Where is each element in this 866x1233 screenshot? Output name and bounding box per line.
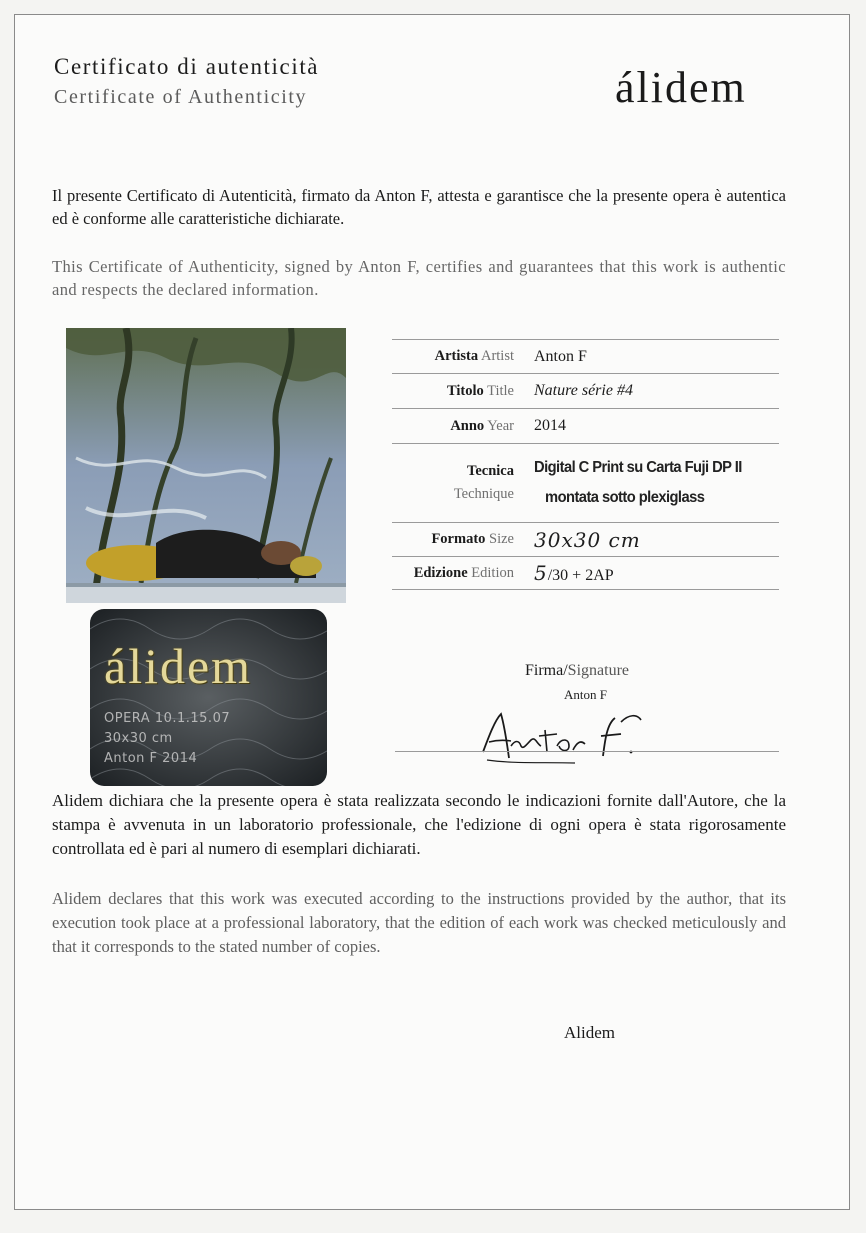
seal-artist: Anton F 2014 [104,751,198,766]
row-edition [392,556,779,590]
declaration-italian: Alidem dichiara che la presente opera è stata realizzata secondo le indicazioni fornite dall'Autore, che la stampa è avvenuta in un laboratorio professionale, che l'edizione di ogni opera è stata rigorosamente controllata ed è pari al numero di esemplari dichiarati. [52,791,786,858]
signature-label-en: Signature [567,662,629,679]
signature-label [525,662,629,680]
alidem-logo: álidem [615,63,747,112]
title-english: Certificate of Authenticity [54,86,308,108]
year-value: 2014 [534,417,566,434]
title-label-en: Title [487,382,514,399]
technique-label-it: Tecnica [467,463,514,479]
edition-total: /30 + 2AP [547,567,614,584]
technique-value-line1: Digital C Print su Carta Fuji DP II [534,459,742,476]
technique-value-line2: montata sotto plexiglass [545,489,705,506]
signer-name: Anton F [564,687,607,702]
hologram-seal [90,609,327,786]
artist-label-it: Artista [434,348,479,364]
edition-label-it: Edizione [413,564,468,581]
footer-signer: Alidem [564,1023,615,1042]
size-label-en: Size [489,531,514,547]
edition-number: 5 [534,561,548,585]
artist-label-en: Artist [480,348,514,364]
title-label-it: Titolo [446,382,484,399]
year-label-it: Anno [450,417,485,434]
row-size [392,522,779,556]
handwritten-signature [465,700,655,770]
row-technique [392,443,779,522]
size-value: 30x30 cm [534,527,641,552]
edition-label-en: Edition [471,564,514,581]
declaration-english: Alidem declares that this work was executed according to the instructions provided by the author, that its execution took place at a professional laboratory, that the edition of each work was checked meticulously and that it corresponds to the stated number of copies. [52,889,786,956]
title-italian: Certificato di autenticità [54,54,320,79]
artist-value: Anton F [534,347,587,365]
title-value: Nature série #4 [534,382,633,399]
seal-logo: álidem [104,638,253,694]
signature-line [395,751,779,752]
size-label-it: Formato [431,531,486,547]
artwork-photo [66,328,346,603]
row-year [392,408,779,443]
seal-size: 30x30 cm [104,731,173,746]
row-artist [392,339,779,373]
details-table [392,339,779,590]
row-title [392,373,779,408]
intro-italian: Il presente Certificato di Autenticità, firmato da Anton F, attesta e garantisce che la presente opera è autentica ed è conforme alle caratteristiche dichiarate. [52,186,786,228]
intro-english: This Certificate of Authenticity, signed by Anton F, certifies and guarantees that this work is authentic and respects the declared information. [52,257,786,299]
seal-serial: OPERA 10.1.15.07 [104,711,231,726]
year-label-en: Year [487,417,514,434]
signature-label-it: Firma/ [525,662,568,679]
technique-label-en: Technique [453,486,514,502]
